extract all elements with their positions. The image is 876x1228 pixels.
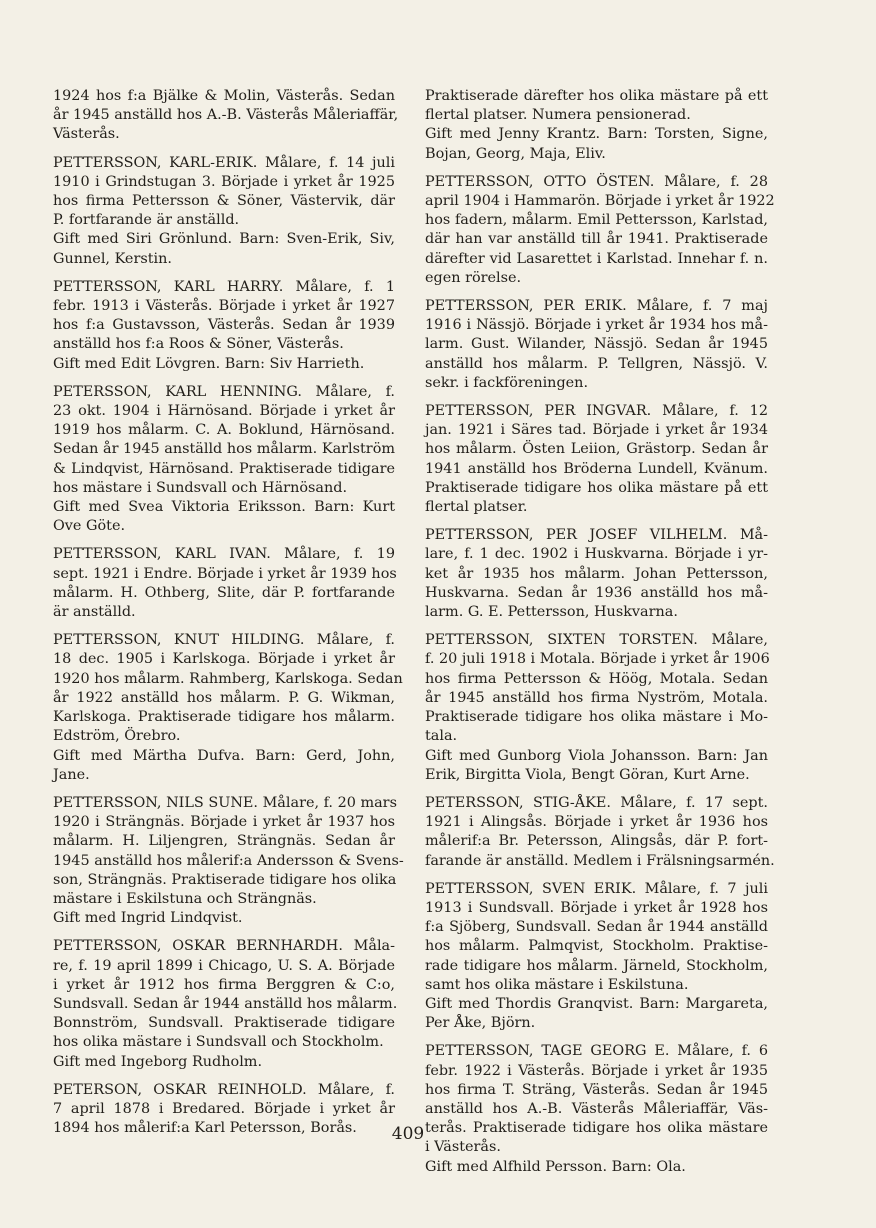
entry-line: Karlskoga. Praktiserade tidigare hos målarm. <box>53 709 395 726</box>
entry-line: hos f:a Gustavsson, Västerås. Sedan år 1939 <box>53 317 395 334</box>
entry-line: 1945 anställd hos målerif:a Andersson & Svens- <box>53 852 404 869</box>
entry-line: ket år 1935 hos målarm. Johan Pettersson, <box>425 565 768 582</box>
entry-line: Praktiserade tidigare hos olika mästare på ett <box>425 479 768 496</box>
entry-line: hos firma Pettersson & Höög, Motala. Sedan <box>425 670 768 687</box>
entry-line: PETTERSSON, PER INGVAR. Målare, f. 12 <box>425 403 768 420</box>
entry-line: 1924 hos f:a Bjälke & Molin, Västerås. Sedan <box>53 88 395 104</box>
entry-line: febr. 1922 i Västerås. Började i yrket år 1935 <box>425 1062 768 1079</box>
biography-entry <box>425 402 768 517</box>
entry-line: Gift med Siri Grönlund. Barn: Sven-Erik, Siv, <box>53 231 395 248</box>
entry-line: terås. Praktiserade tidigare hos olika mästare <box>425 1120 768 1137</box>
biography-entry <box>425 297 768 393</box>
entry-line: Per Åke, Björn. <box>425 1015 536 1032</box>
entry-line: PETTERSSON, PER ERIK. Målare, f. 7 maj <box>425 298 768 315</box>
entry-line: april 1904 i Hammarön. Började i yrket år 1922 <box>425 193 775 210</box>
entry-line: hos firma Pettersson & Söner, Västervik, där <box>53 193 395 210</box>
entry-line: PETTERSSON, SVEN ERIK. Målare, f. 7 juli <box>425 880 768 897</box>
entry-line: PETTERSSON, KARL-ERIK. Målare, f. 14 juli <box>53 154 395 171</box>
entry-line: re, f. 19 april 1899 i Chicago, U. S. A. Började <box>53 957 395 974</box>
entry-line: 1910 i Grindstugan 3. Började i yrket år 1925 <box>53 173 395 190</box>
entry-line: PETTERSSON, KARL HARRY. Målare, f. 1 <box>53 278 395 295</box>
entry-line: f. 20 juli 1918 i Motala. Började i yrket år 1906 <box>425 651 770 668</box>
entry-line: år 1922 anställd hos målarm. P. G. Wikman, <box>53 689 395 706</box>
entry-line: Praktiserade tidigare hos olika mästare i Mo- <box>425 709 768 726</box>
entry-line: Bojan, Georg, Maja, Eliv. <box>425 145 606 162</box>
biography-entry <box>53 383 395 537</box>
entry-line: sept. 1921 i Endre. Började i yrket år 1939 hos <box>53 565 397 582</box>
entry-line: P. fortfarande är anställd. <box>53 212 240 229</box>
entry-line: Gift med Thordis Granqvist. Barn: Margareta, <box>425 995 768 1012</box>
entry-line: PETERSON, OSKAR REINHOLD. Målare, f. <box>53 1081 395 1098</box>
entry-line: Jane. <box>53 766 90 783</box>
entry-line: Västerås. <box>53 126 120 143</box>
entry-line: rade tidigare hos målarm. Järneld, Stockholm, <box>425 957 768 974</box>
entry-line: anställd hos målarm. P. Tellgren, Nässjö. V. <box>425 355 768 372</box>
biography-entry <box>425 794 775 871</box>
entry-line: PETTERSSON, KARL IVAN. Målare, f. 19 <box>53 546 395 563</box>
entry-line: 1913 i Sundsvall. Började i yrket år 1928 hos <box>425 899 768 916</box>
entry-line: år 1945 anställd hos firma Nyström, Motala. <box>425 689 768 706</box>
entry-line: larm. Gust. Wilander, Nässjö. Sedan år 1945 <box>425 336 768 353</box>
entry-line: Gift med Edit Lövgren. Barn: Siv Harrieth. <box>53 355 365 372</box>
entry-line: 1941 anställd hos Bröderna Lundell, Kvänum. <box>425 460 768 477</box>
entry-line: Gift med Märtha Dufva. Barn: Gerd, John, <box>53 747 395 764</box>
entry-line: Gift med Jenny Krantz. Barn: Torsten, Signe, <box>425 126 768 143</box>
entry-line: anställd hos A.-B. Västerås Måleriaffär, Väs- <box>425 1100 768 1117</box>
entry-line: 1916 i Nässjö. Började i yrket år 1934 hos må- <box>425 317 768 334</box>
entry-line: målerif:a Br. Petersson, Alingsås, där P. fort- <box>425 833 768 850</box>
entry-line: hos firma T. Sträng, Västerås. Sedan år 1945 <box>425 1081 768 1098</box>
entry-line: PETTERSSON, SIXTEN TORSTEN. Målare, <box>425 632 768 649</box>
entry-line: flertal platser. Numera pensionerad. <box>425 107 691 124</box>
entry-line: PETTERSSON, TAGE GEORG E. Målare, f. 6 <box>425 1043 768 1060</box>
entry-line: lare, f. 1 dec. 1902 i Huskvarna. Började i yr- <box>425 546 768 563</box>
biography-entry <box>425 631 768 785</box>
entry-line: 1894 hos målerif:a Karl Petersson, Borås. <box>53 1120 357 1137</box>
entry-line: därefter vid Lasarettet i Karlstad. Innehar f. n. <box>425 250 768 267</box>
entry-line: Bonnström, Sundsvall. Praktiserade tidigare <box>53 1015 395 1032</box>
entry-line: hos olika mästare i Sundsvall och Stockholm. <box>53 1034 384 1051</box>
entry-line: 1920 i Strängnäs. Började i yrket år 1937 hos <box>53 814 395 831</box>
entry-line: f:a Sjöberg, Sundsvall. Sedan år 1944 anställd <box>425 919 768 936</box>
entry-line: Gift med Ingeborg Rudholm. <box>53 1053 263 1070</box>
entry-line: Sedan år 1945 anställd hos målarm. Karlström <box>53 441 395 458</box>
entry-line: 1920 hos målarm. Rahmberg, Karlskoga. Sedan <box>53 670 403 687</box>
entry-line: Gift med Ingrid Lindqvist. <box>53 910 243 927</box>
entry-line: febr. 1913 i Västerås. Började i yrket år 1927 <box>53 298 395 315</box>
entry-line: PETERSSON, KARL HENNING. Målare, f. <box>53 383 395 400</box>
entry-line: & Lindqvist, Härnösand. Praktiserade tidigare <box>53 460 395 477</box>
entry-line: målarm. H. Othberg, Slite, där P. fortfarande <box>53 584 395 601</box>
entry-line: samt hos olika mästare i Eskilstuna. <box>425 976 689 993</box>
biography-entry <box>425 87 768 164</box>
entry-line: Gift med Gunborg Viola Johansson. Barn: Jan <box>425 747 768 764</box>
entry-line: Huskvarna. Sedan år 1936 anställd hos må- <box>425 584 768 601</box>
entry-line: farande är anställd. Medlem i Frälsningsarmén. <box>425 852 775 869</box>
biography-entry <box>53 278 395 374</box>
biography-entry <box>425 526 768 622</box>
entry-line: PETTERSSON, KNUT HILDING. Målare, f. <box>53 632 395 649</box>
entry-line: jan. 1921 i Säres tad. Började i yrket år 1934 <box>425 422 768 439</box>
entry-line: PETTERSSON, OTTO ÖSTEN. Målare, f. 28 <box>425 173 768 190</box>
entry-line: där han var anställd till år 1941. Praktiserade <box>425 231 768 248</box>
entry-line: Praktiserade därefter hos olika mästare på ett <box>425 88 768 104</box>
entry-line: egen rörelse. <box>425 269 522 286</box>
biography-entry <box>53 87 399 145</box>
entry-line: 1919 hos målarm. C. A. Boklund, Härnösand. <box>53 422 395 439</box>
entry-line: PETTERSSON, PER JOSEF VILHELM. Må- <box>425 527 768 544</box>
biography-entry <box>53 794 404 928</box>
entry-line: Edström, Örebro. <box>53 728 181 745</box>
entry-line: Gift med Alfhild Persson. Barn: Ola. <box>425 1158 686 1175</box>
entry-line: hos målarm. Palmqvist, Stockholm. Praktise- <box>425 938 768 955</box>
biography-entry <box>53 545 395 622</box>
entry-line: i yrket år 1912 hos firma Berggren & C:o, <box>53 976 395 993</box>
entry-line: tala. <box>425 728 458 745</box>
right-column <box>425 87 775 1186</box>
entry-line: Ove Göte. <box>53 518 126 535</box>
entry-line: Gunnel, Kerstin. <box>53 250 172 267</box>
entry-line: är anställd. <box>53 604 136 621</box>
entry-line: 18 dec. 1905 i Karlskoga. Började i yrket år <box>53 651 395 668</box>
entry-line: i Västerås. <box>425 1139 501 1156</box>
left-column <box>53 87 404 1147</box>
entry-line: Sundsvall. Sedan år 1944 anställd hos målarm. <box>53 995 398 1012</box>
entry-line: år 1945 anställd hos A.-B. Västerås Måleriaffär, <box>53 107 399 124</box>
entry-line: PETTERSSON, NILS SUNE. Målare, f. 20 mars <box>53 794 397 811</box>
entry-line: hos målarm. Östen Leiion, Grästorp. Sedan år <box>425 441 768 458</box>
biography-entry <box>425 173 775 288</box>
biography-entry <box>53 154 395 269</box>
entry-line: larm. G. E. Pettersson, Huskvarna. <box>425 604 678 621</box>
entry-line: målarm. H. Liljengren, Strängnäs. Sedan år <box>53 833 395 850</box>
entry-line: PETERSSON, STIG-ÅKE. Målare, f. 17 sept. <box>425 794 768 811</box>
entry-line: flertal platser. <box>425 499 528 516</box>
entry-line: 1921 i Alingsås. Började i yrket år 1936 hos <box>425 814 768 831</box>
entry-line: son, Strängnäs. Praktiserade tidigare hos olika <box>53 871 397 888</box>
biography-entry <box>53 937 398 1071</box>
entry-line: 7 april 1878 i Bredared. Började i yrket år <box>53 1100 395 1117</box>
biography-entry <box>425 880 768 1034</box>
entry-line: hos fadern, målarm. Emil Pettersson, Karlstad, <box>425 212 768 229</box>
entry-line: PETTERSSON, OSKAR BERNHARDH. Måla- <box>53 938 395 955</box>
page-number: 409 <box>391 1124 425 1144</box>
entry-line: mästare i Eskilstuna och Strängnäs. <box>53 890 317 907</box>
entry-line: Gift med Svea Viktoria Eriksson. Barn: Kurt <box>53 499 395 516</box>
entry-line: hos mästare i Sundsvall och Härnösand. <box>53 479 348 496</box>
entry-line: Erik, Birgitta Viola, Bengt Göran, Kurt Arne. <box>425 766 750 783</box>
entry-line: sekr. i fackföreningen. <box>425 374 589 391</box>
entry-line: 23 okt. 1904 i Härnösand. Började i yrket år <box>53 403 395 420</box>
biography-entry <box>425 1042 768 1176</box>
entry-line: anställd hos f:a Roos & Söner, Västerås. <box>53 336 344 353</box>
biography-entry <box>53 631 403 785</box>
